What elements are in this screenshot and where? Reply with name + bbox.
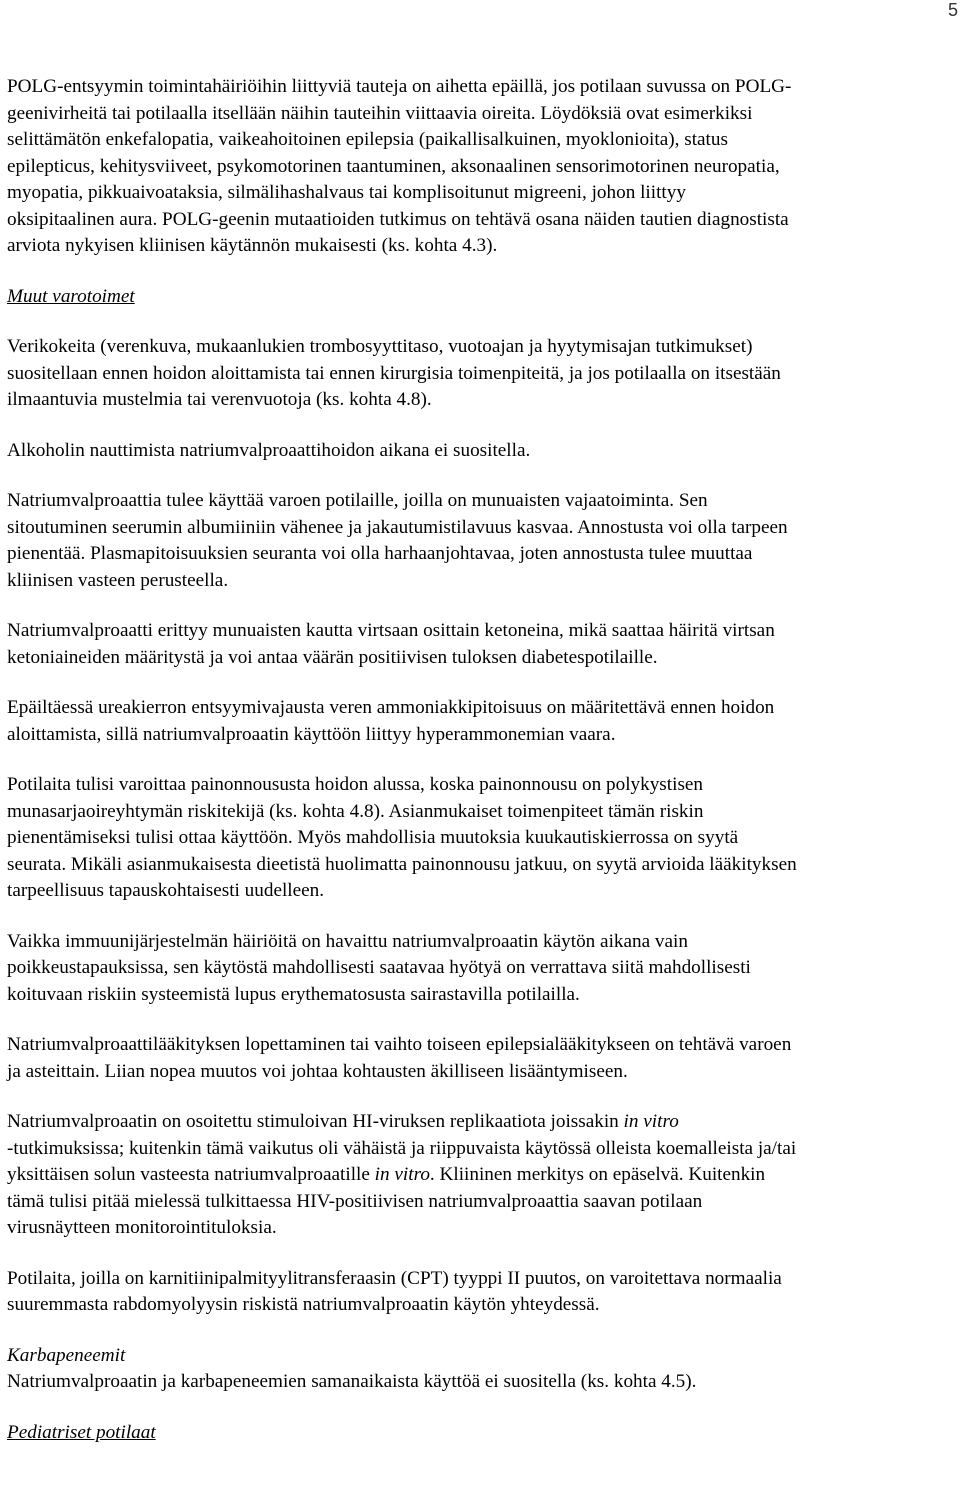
paragraph-immuunijarjestelma [7, 929, 959, 1009]
text-line: seurata. Mikäli asianmukaisesta dieetistä huolimatta painonnousu jatkuu, on syytä arvioida lääkityksen [7, 853, 797, 875]
text-line: Potilaita, joilla on karnitiinipalmityylitransferaasin (CPT) tyyppi II puutos, on varoitettava normaalia [7, 1267, 782, 1289]
text-line: aloittamista, sillä natriumvalproaatin käyttöön liittyy hyperammonemian vaara. [7, 723, 616, 745]
text-line: Epäiltäessä ureakierron entsyymivajausta veren ammoniakkipitoisuus on määritettävä ennen hoidon [7, 697, 775, 718]
text-line: Alkoholin nauttimista natriumvalproaattihoidon aikana ei suositella. [7, 439, 531, 461]
paragraph-alkoholi [7, 438, 959, 465]
text-line: ja asteittain. Liian nopea muutos voi johtaa kohtausten äkilliseen lisääntymiseen. [7, 1060, 628, 1082]
text-run: Natriumvalproaatin on osoitettu stimuloivan HI-viruksen replikaatiota joissakin [7, 1111, 624, 1132]
text-line: Natriumvalproaattilääkityksen lopettaminen tai vaihto toiseen epilepsialääkitykseen on tehtävä varoen [7, 1034, 792, 1055]
text-line: tarpeellisuus tapauskohtaisesti uudelleen. [7, 880, 325, 901]
paragraph-hiv [7, 1109, 959, 1242]
paragraph-munuaiset [7, 488, 959, 594]
text-line: myopatia, pikkuaivoataksia, silmälihashalvaus tai komplisoitunut migreeni, johon liittyy [7, 182, 686, 203]
heading-pediatriset [7, 1420, 959, 1447]
text-line: ketoniaineiden määritystä ja voi antaa väärän positiivisen tuloksen diabetespotilaille. [7, 646, 658, 668]
document-body [7, 74, 959, 1470]
paragraph-verikokeita [7, 334, 959, 414]
text-line: sitoutuminen seerumin albumiiniin vähenee ja jakautumistilavuus kasvaa. Annostusta voi olla tarpeen [7, 516, 788, 538]
text-run: . Kliininen merkitys on epäselvä. Kuitenkin [429, 1164, 766, 1185]
section-heading: Pediatriset potilaat [7, 1421, 156, 1443]
text-line: epilepticus, kehitysviiveet, psykomotorinen taantuminen, aksonaalinen sensorimotorinen neuropatia, [7, 155, 780, 177]
paragraph-ketonit [7, 618, 959, 671]
italic-term: in vitro [374, 1164, 430, 1185]
section-heading: Muut varotoimet [7, 285, 135, 307]
text-line: suuremmasta rabdomyolyysin riskistä natriumvalproaatin käytön yhteydessä. [7, 1294, 600, 1315]
text-line: Vaikka immuunijärjestelmän häiriöitä on havaittu natriumvalproaatin käytön aikana vain [7, 930, 688, 952]
text-line: suositellaan ennen hoidon aloittamista tai ennen kirurgisia toimenpiteitä, ja jos potilaalla on itsestään [7, 362, 781, 384]
text-line: kliinisen vasteen perusteella. [7, 569, 229, 591]
text-line: Verikokeita (verenkuva, mukaanlukien trombosyyttitaso, vuotoajan ja hyytymisajan tutkimukset) [7, 336, 753, 357]
text-line: tämä tulisi pitää mielessä tulkittaessa HIV-positiivisen natriumvalproaattia saavan potilaan [7, 1190, 703, 1212]
text-line: Natriumvalproaatin ja karbapeneemien samanaikaista käyttöä ei suositella (ks. kohta 4.5). [7, 1371, 697, 1392]
text-line: munasarjaoireyhtymän riskitekijä (ks. kohta 4.8). Asianmukaiset toimenpiteet tämän riskin [7, 800, 704, 822]
text-line: Natriumvalproaatti erittyy munuaisten kautta virtsaan osittain ketoneina, mikä saattaa häiritä virtsan [7, 620, 775, 641]
text-line: Potilaita tulisi varoittaa painonnoususta hoidon alussa, koska painonnousu on polykystisen [7, 774, 704, 795]
text-line: geenivirheitä tai potilaalla itsellään näihin tauteihin viittaavia oireita. Löydöksiä ovat esimerkiksi [7, 102, 753, 124]
text-line: pienentää. Plasmapitoisuuksien seuranta voi olla harhaanjohtavaa, joten annostusta tulee muuttaa [7, 543, 753, 564]
text-line [7, 1109, 959, 1136]
paragraph-karbapeneemit [7, 1343, 959, 1396]
text-line: koituvaan riskiin systeemistä lupus erythematosusta sairastavilla potilailla. [7, 983, 580, 1005]
text-line: virusnäytteen monitorointituloksia. [7, 1217, 277, 1238]
text-line: ilmaantuvia mustelmia tai verenvuotoja (ks. kohta 4.8). [7, 389, 432, 410]
text-line: oksipitaalinen aura. POLG-geenin mutaatioiden tutkimus on tehtävä osana näiden tautien diagnostista [7, 208, 789, 230]
text-line [7, 1162, 959, 1189]
text-line: poikkeustapauksissa, sen käytöstä mahdollisesti saatavaa hyötyä on verrattava siitä mahdollisesti [7, 957, 751, 978]
text-run: yksittäisen solun vasteesta natriumvalproaatille [7, 1164, 375, 1185]
paragraph-cpt [7, 1266, 959, 1319]
section-heading: Karbapeneemit [7, 1344, 126, 1366]
text-line: -tutkimuksissa; kuitenkin tämä vaikutus oli vähäistä ja riippuvaista käytössä olleista koemalleista ja/tai [7, 1137, 797, 1159]
text-line: POLG-entsyymin toimintahäiriöihin liittyviä tauteja on aihetta epäillä, jos potilaan suvussa on POLG- [7, 76, 792, 97]
heading-muut-varotoimet [7, 284, 959, 311]
text-line: Natriumvalproaattia tulee käyttää varoen potilaille, joilla on munuaisten vajaatoiminta. Sen [7, 490, 708, 511]
paragraph-painonnousu [7, 772, 959, 905]
paragraph-ureakierto [7, 695, 959, 748]
text-line: arviota nykyisen kliinisen käytännön mukaisesti (ks. kohta 4.3). [7, 235, 498, 256]
italic-term: in vitro [623, 1111, 679, 1132]
page-number: 5 [947, 0, 958, 20]
text-line: selittämätön enkefalopatia, vaikeahoitoinen epilepsia (paikallisalkuinen, myoklonioita), status [7, 129, 728, 150]
paragraph-polg [7, 74, 959, 260]
paragraph-lopettaminen [7, 1032, 959, 1085]
text-line: pienentämiseksi tulisi ottaa käyttöön. Myös mahdollisia muutoksia kuukautiskierrossa on syytä [7, 827, 739, 848]
